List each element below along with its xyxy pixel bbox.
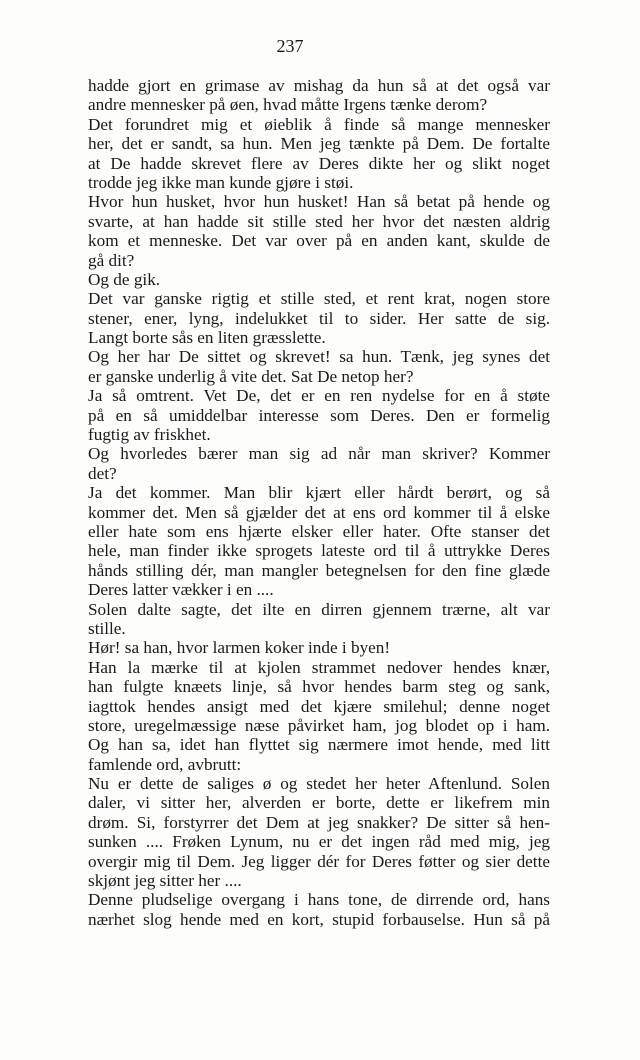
text-line: store, uregelmæssige næse påvirket ham, jog blodet op i ham. bbox=[88, 715, 550, 735]
text-line: Hør! sa han, hvor larmen koker inde i byen! bbox=[88, 638, 391, 658]
body-text bbox=[88, 76, 550, 929]
text-line: han fulgte knæets linje, så hvor hendes barm steg og sank, bbox=[88, 677, 550, 697]
text-line: Og han sa, idet han flyttet sig nærmere imot hende, med litt bbox=[88, 735, 550, 755]
text-line: er ganske underlig å vite det. Sat De netop her? bbox=[88, 366, 414, 386]
text-line: eller hate som ens hjærte elsker eller hater. Ofte stanser det bbox=[88, 521, 550, 541]
text-line: andre mennesker på øen, hvad måtte Irgens tænke derom? bbox=[88, 95, 488, 115]
text-line: hele, man finder ikke sprogets lateste ord til å uttrykke Deres bbox=[88, 541, 550, 561]
text-line: Deres latter vækker i en .... bbox=[88, 580, 274, 600]
text-line: skjønt jeg sitter her .... bbox=[88, 871, 242, 891]
text-line: daler, vi sitter her, alverden er borte, dette er likefrem min bbox=[88, 793, 550, 813]
text-line: sunken .... Frøken Lynum, nu er det ingen råd med mig, jeg bbox=[88, 832, 550, 852]
text-line: Og hvorledes bærer man sig ad når man skriver? Kommer bbox=[88, 444, 550, 464]
text-line: famlende ord, avbrutt: bbox=[88, 754, 242, 774]
text-line: gå dit? bbox=[88, 250, 135, 270]
text-line: Og de gik. bbox=[88, 269, 161, 289]
text-line: Hvor hun husket, hvor hun husket! Han så betat på hende og bbox=[88, 192, 550, 212]
text-line: her, det er sandt, sa hun. Men jeg tænkte på Dem. De fortalte bbox=[88, 134, 550, 154]
text-line: at De hadde skrevet flere av Deres dikte her og slikt noget bbox=[88, 153, 550, 173]
text-line: Ja det kommer. Man blir kjært eller hårdt berørt, og så bbox=[88, 483, 550, 503]
text-line: hånds stilling dér, man mangler betegnelsen for den fine glæde bbox=[88, 560, 550, 580]
text-line: kommer det. Men så gjælder det at ens ord kommer til å elske bbox=[88, 502, 550, 522]
text-line: Solen dalte sagte, det ilte en dirren gjennem trærne, alt var bbox=[88, 599, 550, 619]
text-line: kom et menneske. Det var over på en anden kant, skulde de bbox=[88, 231, 550, 251]
text-line: stener, ener, lyng, indelukket til to sider. Her satte de sig. bbox=[88, 308, 550, 328]
text-line: svarte, at han hadde sit stille sted her hvor det næsten aldrig bbox=[88, 211, 550, 231]
text-line: hadde gjort en grimase av mishag da hun så at det også var bbox=[88, 76, 550, 95]
text-line: det? bbox=[88, 463, 117, 483]
text-line: Ja så omtrent. Vet De, det er en ren nydelse for en å støte bbox=[88, 386, 550, 406]
text-line: drøm. Si, forstyrrer det Dem at jeg snakker? De sitter så hen- bbox=[88, 812, 550, 832]
text-line: Langt borte sås en liten græsslette. bbox=[88, 328, 326, 348]
text-line: Han la mærke til at kjolen strammet nedover hendes knær, bbox=[88, 657, 550, 677]
text-line: Det forundret mig et øieblik å finde så mange mennesker bbox=[88, 114, 550, 134]
text-line: nærhet slog hende med en kort, stupid forbauselse. Hun så på bbox=[88, 909, 550, 929]
text-line: fugtig av friskhet. bbox=[88, 425, 211, 445]
text-line: på en så umiddelbar interesse som Deres. Den er formelig bbox=[88, 405, 550, 425]
text-line: stille. bbox=[88, 618, 126, 638]
text-line: trodde jeg ikke man kunde gjøre i støi. bbox=[88, 172, 354, 192]
text-line: Det var ganske rigtig et stille sted, et rent krat, nogen store bbox=[88, 289, 550, 309]
text-line: overgir mig til Dem. Jeg ligger dér for Deres føtter og sier dette bbox=[88, 851, 550, 871]
text-line: Denne pludselige overgang i hans tone, de dirrende ord, hans bbox=[88, 890, 550, 910]
text-line: iagttok hendes ansigt med det kjære smilehul; denne noget bbox=[88, 696, 550, 716]
text-line: Nu er dette de saliges ø og stedet her heter Aftenlund. Solen bbox=[88, 774, 550, 794]
text-line: Og her har De sittet og skrevet! sa hun. Tænk, jeg synes det bbox=[88, 347, 550, 367]
page-number: 237 bbox=[276, 36, 304, 56]
